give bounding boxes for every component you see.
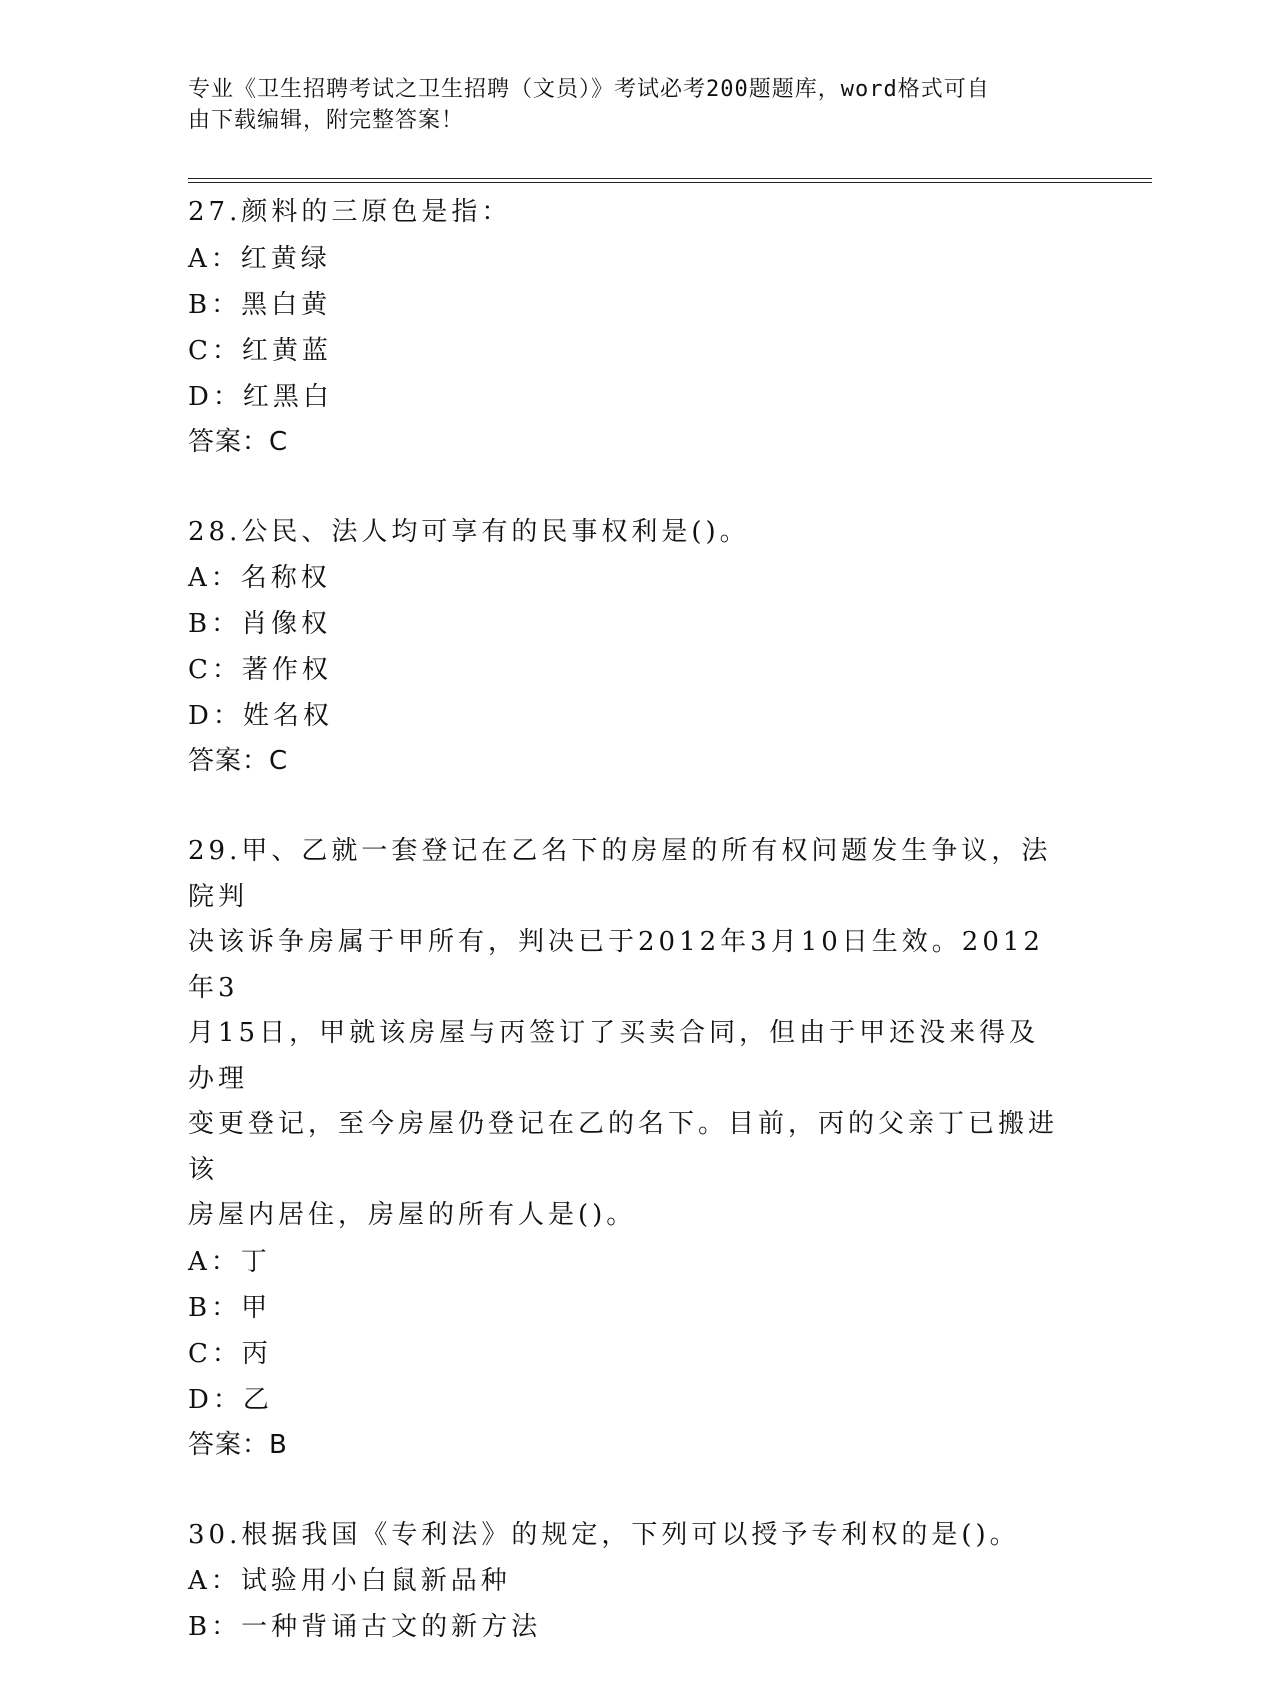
question-stem: 30.根据我国《专利法》的规定，下列可以授予专利权的是()。 [188,1519,1020,1550]
question-stem-line-4: 变更登记，至今房屋仍登记在乙的名下。目前，丙的父亲丁已搬进该 [188,1109,1059,1185]
answer: 答案：B [188,1429,288,1460]
question-stem: 27.颜料的三原色是指： [188,197,512,227]
header-line-1: 专业《卫生招聘考试之卫生招聘（文员）》考试必考200题题库，word格式可自 [188,77,990,102]
question-28 [188,510,1068,784]
option-b: B：甲 [188,1292,272,1323]
option-a: A：丁 [188,1246,271,1277]
answer: 答案：C [188,746,289,776]
question-stem-line-2: 决该诉争房属于甲所有，判决已于2012年3月10日生效。2012年3 [188,927,1044,1003]
question-stem-line-5: 房屋内居住，房屋的所有人是()。 [188,1200,637,1230]
option-b: B：肖像权 [188,609,332,639]
question-29 [188,829,1068,1467]
question-27 [188,190,1068,464]
header-divider-bottom [188,182,1152,183]
question-list [188,190,1068,1696]
question-stem-line-3: 月15日，甲就该房屋与丙签订了买卖合同，但由于甲还没来得及办理 [188,1018,1040,1094]
question-stem: 28.公民、法人均可享有的民事权利是()。 [188,516,750,547]
option-c: C：著作权 [188,655,332,685]
document-header [188,74,1068,136]
option-a: A：试验用小白鼠新品种 [188,1566,511,1596]
option-d: D：乙 [188,1384,273,1415]
option-d: D：姓名权 [188,701,333,731]
header-divider-top [188,178,1152,179]
option-c: C：红黄蓝 [188,335,332,366]
option-b: B：黑白黄 [188,289,332,320]
question-30 [188,1513,1068,1651]
answer: 答案：C [188,426,289,457]
header-line-2: 由下载编辑，附完整答案！ [188,108,465,133]
option-d: D：红黑白 [188,381,333,412]
option-b: B：一种背诵古文的新方法 [188,1612,542,1642]
option-a: A：红黄绿 [188,243,331,274]
option-a: A：名称权 [188,563,331,593]
option-c: C：丙 [188,1338,272,1369]
question-stem-line-1: 29.甲、乙就一套登记在乙名下的房屋的所有权问题发生争议，法院判 [188,836,1052,912]
